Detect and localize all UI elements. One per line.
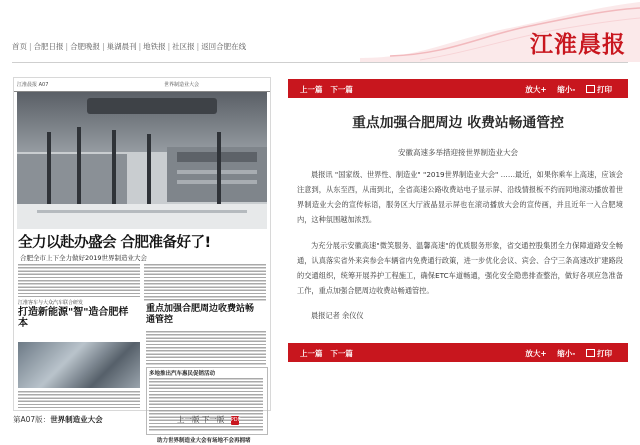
nav-home[interactable]: 首页 bbox=[12, 42, 27, 51]
nav-separator: | bbox=[102, 42, 105, 51]
prev-article-link-bottom[interactable]: 上一篇 bbox=[300, 349, 323, 358]
prev-article-link[interactable]: 上一篇 bbox=[300, 85, 323, 94]
article-subtitle: 安徽高速多举措迎接世界制造业大会 bbox=[398, 148, 518, 157]
thumbnail-masthead bbox=[14, 78, 270, 92]
nav-community-paper[interactable]: 社区报 bbox=[172, 42, 195, 51]
thumbnail-headline-2: 打造新能源"智"造合肥样本 bbox=[18, 307, 129, 329]
thumbnail-photo-2 bbox=[18, 342, 140, 388]
page-nav bbox=[177, 414, 239, 425]
next-article-link[interactable]: 下一篇 bbox=[330, 85, 353, 94]
page-section-link[interactable]: 世界制造业大会 bbox=[50, 415, 103, 424]
print-button[interactable]: 打印 bbox=[597, 85, 612, 94]
nav-back-hefei-online[interactable]: 返回合肥在线 bbox=[201, 42, 247, 51]
thumbnail-headline-3: 重点加强合肥周边收费站畅通管控 bbox=[146, 304, 255, 325]
thumbnail-banner-label: 世界制造业大会 bbox=[164, 82, 200, 88]
thumbnail-text-block bbox=[18, 390, 140, 408]
zoom-in-button[interactable]: 放大+ bbox=[525, 85, 547, 94]
article-title: 重点加强合肥周边 收费站畅通管控 bbox=[352, 115, 564, 131]
article-paragraph-2: 为充分展示安徽高速"微笑服务、温馨高速"的优质服务形象，省交通控股集团全力保障道路安全畅通，认真落实省外来宾参会车辆省内免费通行政策，进一步优化会议、宾会、合宁三条高速改扩建路段的交通组织，统筹开展养护工程施工，确保ETC车道畅通，强化安全隐患排查整治，做好各项应急准备工作，重点加强合肥周边收费站畅通管控。 bbox=[297, 241, 623, 295]
header-rule bbox=[12, 62, 628, 63]
page-label bbox=[13, 414, 103, 425]
thumbnail-main-headline: 全力以赴办盛会 合肥准备好了! bbox=[18, 235, 211, 251]
nav-hefei-evening[interactable]: 合肥晚报 bbox=[70, 42, 101, 51]
print-button-bottom[interactable]: 打印 bbox=[597, 349, 612, 358]
article-byline: 晨报记者 余仪仪 bbox=[311, 311, 364, 320]
nav-separator: | bbox=[65, 42, 69, 51]
page-number-label: 第A07版： bbox=[13, 415, 51, 424]
pdf-icon[interactable]: PDF bbox=[230, 416, 241, 423]
thumbnail-text-block bbox=[18, 263, 140, 297]
thumbnail-photo bbox=[17, 92, 267, 229]
zoom-out-button-bottom[interactable]: 缩小- bbox=[557, 349, 576, 358]
nav-separator: | bbox=[167, 42, 171, 51]
thumbnail-text-block bbox=[144, 263, 266, 301]
thumbnail-subheadline: 合肥全市上下全力做好2019世界制造业大会 bbox=[20, 254, 148, 262]
thumbnail-edition-label: 江淮晨报 A07 bbox=[17, 82, 49, 88]
nav-separator: | bbox=[196, 42, 200, 51]
top-nav bbox=[12, 41, 246, 52]
brand-logo[interactable]: 江淮晨报 bbox=[530, 31, 626, 58]
nav-chaohu-morning[interactable]: 巢湖晨刊 bbox=[106, 42, 137, 51]
printer-icon[interactable] bbox=[586, 349, 595, 357]
next-page-link[interactable]: 下一版 bbox=[201, 415, 225, 424]
zoom-out-button[interactable]: 缩小- bbox=[557, 85, 576, 94]
printer-icon[interactable] bbox=[586, 85, 595, 93]
thumbnail-headline-4: 多地推出汽车惠民促销活动 bbox=[149, 371, 216, 377]
article-toolbar-top bbox=[288, 79, 628, 98]
thumbnail-headline-5: 助力世界制造业大会有场地不会再拥堵 bbox=[157, 438, 251, 444]
thumbnail-text-block bbox=[146, 330, 266, 366]
nav-hefei-daily[interactable]: 合肥日报 bbox=[33, 42, 64, 51]
prev-page-link[interactable]: 上一版 bbox=[177, 415, 200, 424]
nav-metro-paper[interactable]: 地铁报 bbox=[143, 42, 166, 51]
zoom-in-button-bottom[interactable]: 放大+ bbox=[525, 349, 547, 358]
article-paragraph-1: 晨报讯 "国家级、世界性、制造业" "2019世界制造业大会" ……最近，如果你乘车上高速，应该会注意到，从东至西，从南到北，全省高速公路收费站电子显示屏、沿线情报板不约而同地滚动播放着世界制造业大会的宣传标语，服务区大厅液晶显示屏也在滚动播放大会的宣传画，并且近年一入合肥境内，这种氛围越加浓烈。 bbox=[297, 170, 623, 224]
nav-separator: | bbox=[29, 42, 32, 51]
article-toolbar-bottom bbox=[288, 343, 628, 362]
next-article-link-bottom[interactable]: 下一篇 bbox=[330, 349, 353, 358]
nav-separator: | bbox=[138, 42, 142, 51]
thumbnail-kicker: 江淮客车与大众汽车联合研发 bbox=[18, 300, 84, 306]
